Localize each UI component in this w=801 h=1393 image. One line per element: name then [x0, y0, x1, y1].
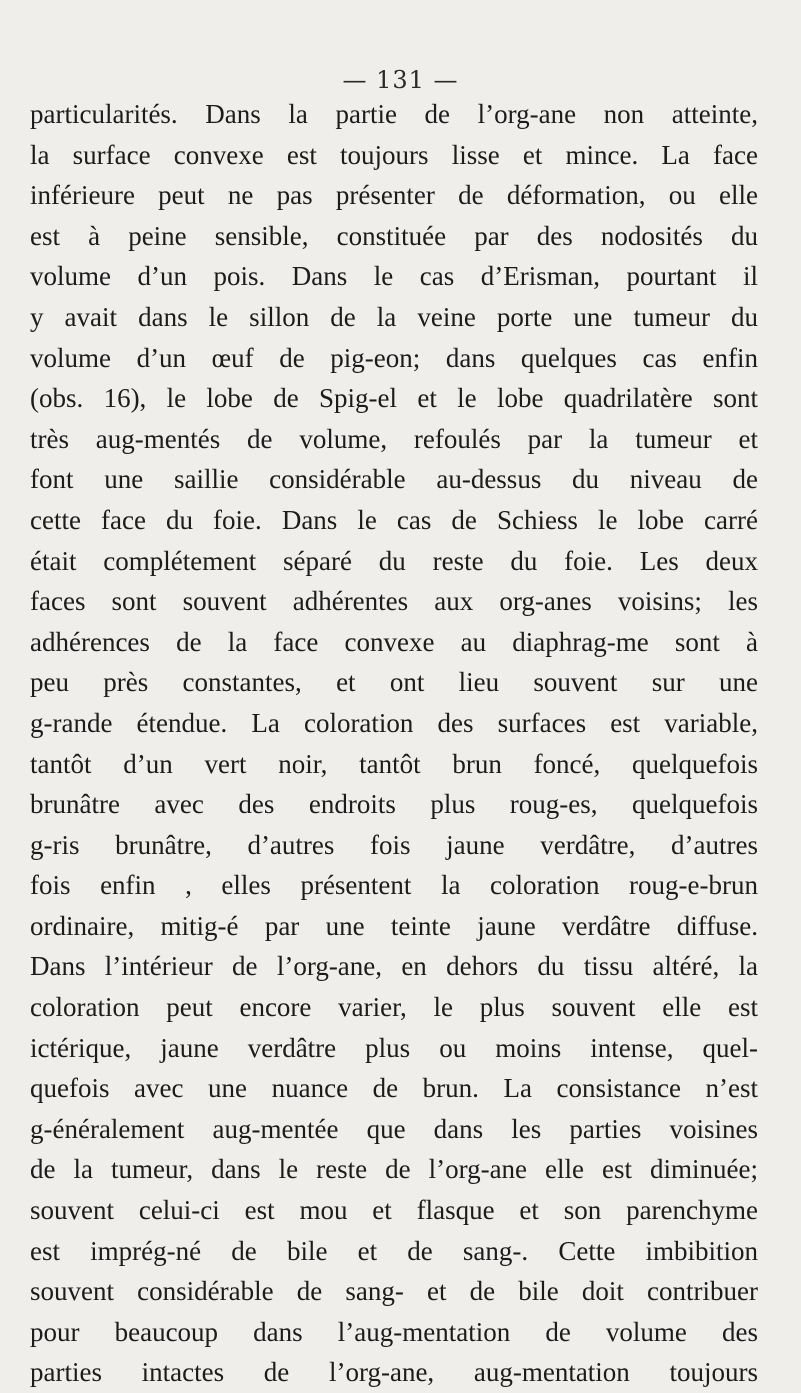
page-number: — 131 — [342, 66, 459, 94]
text-line: y avait dans le sillon de la veine porte une tumeur du [30, 301, 758, 332]
text-line: ordinaire, mitig‑é par une teinte jaune verdâtre diffuse. [30, 910, 758, 941]
text-line: peu près constantes, et ont lieu souvent sur une [30, 667, 758, 698]
text-line: g‑énéralement aug‑mentée que dans les parties voisines [30, 1113, 758, 1144]
text-line: (obs. 16), le lobe de Spig‑el et le lobe quadrilatère sont [30, 383, 758, 414]
text-line: de la tumeur, dans le reste de l’org‑ane elle est diminuée; [30, 1154, 758, 1185]
text-line: était complétement séparé du reste du foie. Les deux [30, 545, 758, 576]
text-line: tantôt d’un vert noir, tantôt brun foncé, quelquefois [30, 748, 758, 779]
text-line: font une saillie considérable au-dessus du niveau de [30, 464, 758, 495]
text-line: particularités. Dans la partie de l’org‑ane non atteinte, [30, 99, 758, 129]
body-text [30, 94, 758, 1393]
text-line: inférieure peut ne pas présenter de déformation, ou elle [30, 180, 758, 211]
text-line: est à peine sensible, constituée par des nodosités du [30, 220, 758, 251]
text-line: parties intactes de l’org‑ane, aug‑mentation toujours [30, 1357, 758, 1388]
text-line: g‑ris brunâtre, d’autres fois jaune verdâtre, d’autres [30, 829, 758, 860]
text-line: pour beaucoup dans l’aug‑mentation de volume des [30, 1316, 758, 1347]
text-line: la surface convexe est toujours lisse et mince. La face [30, 139, 758, 170]
text-line: Dans l’intérieur de l’org‑ane, en dehors du tissu altéré, la [30, 951, 758, 982]
text-line: quefois avec une nuance de brun. La consistance n’est [30, 1073, 758, 1104]
text-line: souvent considérable de sang‑ et de bile doit contribuer [30, 1276, 758, 1307]
text-line: faces sont souvent adhérentes aux org‑anes voisins; les [30, 586, 758, 617]
text-line: ictérique, jaune verdâtre plus ou moins intense, quel- [30, 1032, 758, 1063]
text-line: très aug‑mentés de volume, refoulés par la tumeur et [30, 423, 758, 454]
text-line: g‑rande étendue. La coloration des surfaces est variable, [30, 707, 758, 738]
text-line: brunâtre avec des endroits plus roug‑es, quelquefois [30, 789, 758, 820]
text-line: fois enfin , elles présentent la coloration roug‑e-brun [30, 870, 758, 901]
text-line: volume d’un pois. Dans le cas d’Erisman, pourtant il [30, 261, 758, 292]
text-line: cette face du foie. Dans le cas de Schiess le lobe carré [30, 504, 758, 535]
text-line: volume d’un œuf de pig‑eon; dans quelques cas enfin [30, 342, 758, 373]
text-line: adhérences de la face convexe au diaphrag‑me sont à [30, 626, 758, 657]
text-line: souvent celui-ci est mou et flasque et son parenchyme [30, 1195, 758, 1226]
text-line: coloration peut encore varier, le plus souvent elle est [30, 992, 758, 1023]
text-line: est imprég‑né de bile et de sang‑. Cette imbibition [30, 1235, 758, 1266]
